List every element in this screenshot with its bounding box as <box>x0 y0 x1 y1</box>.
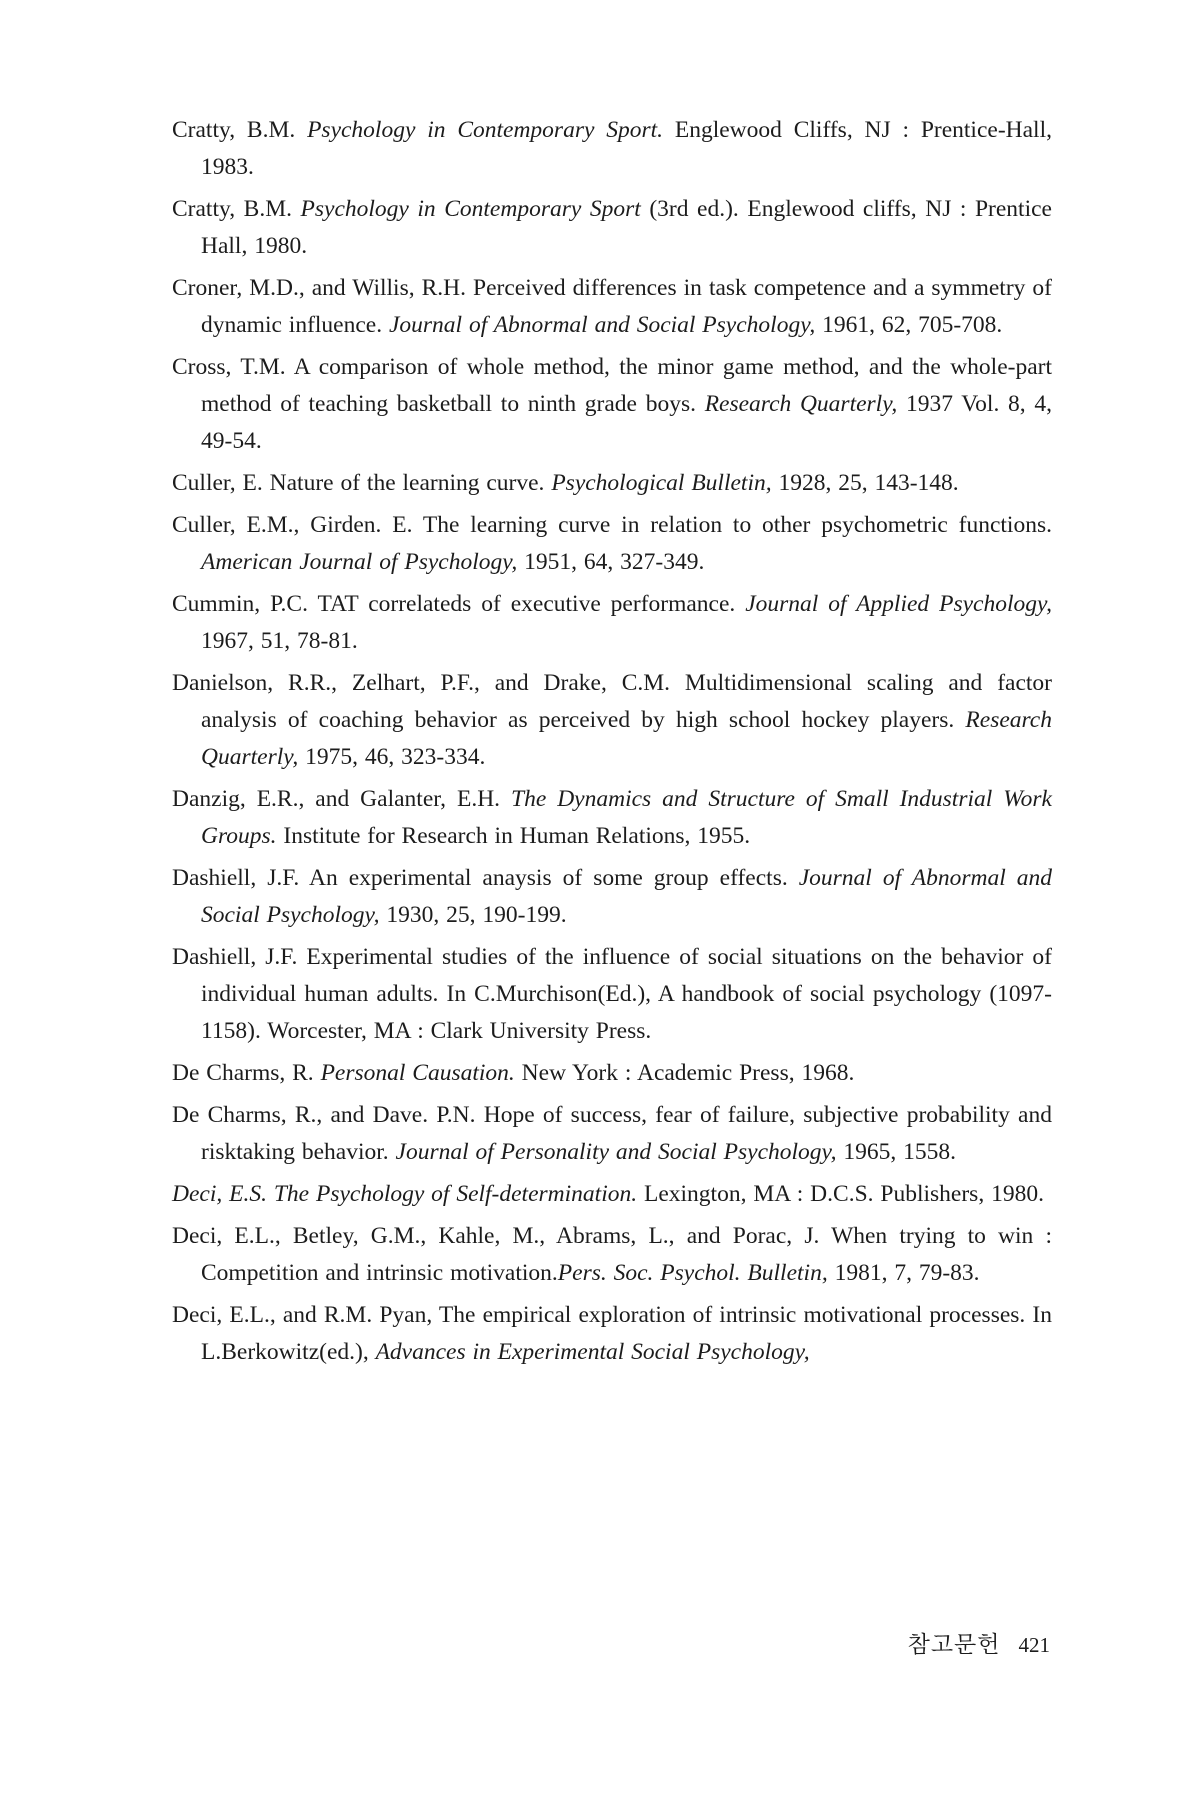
reference-title: Psychology in Contemporary Sport. <box>307 117 664 143</box>
reference-title: Journal of Abnormal and Social Psychology, <box>201 865 1052 928</box>
reference-entry <box>172 191 1052 265</box>
reference-title: Journal of Applied Psychology, <box>745 591 1053 617</box>
reference-text: Danzig, E.R., and Galanter, E.H. <box>172 786 511 812</box>
reference-text: New York : Academic Press, 1968. <box>514 1060 855 1086</box>
reference-text: Cratty, B.M. <box>172 117 308 143</box>
reference-entry <box>172 1297 1052 1371</box>
reference-text: De Charms, R. <box>172 1060 321 1086</box>
reference-title: Advances in Experimental Social Psychology, <box>375 1339 810 1365</box>
reference-title: The Dynamics and Structure of Small Industrial Work Groups. <box>201 786 1052 849</box>
footer-section-label: 참고문헌 <box>907 1632 1001 1658</box>
reference-entry <box>172 665 1052 776</box>
reference-entry <box>172 1176 1052 1213</box>
reference-text: Culler, E.M., Girden. E. The learning curve in relation to other psychometric functions. <box>172 512 1052 538</box>
reference-text: Dashiell, J.F. An experimental anaysis of some group effects. <box>172 865 799 891</box>
reference-text: 1965, 1558. <box>836 1139 957 1165</box>
reference-entry <box>172 1218 1052 1292</box>
reference-title: Research Quarterly, <box>201 707 1052 770</box>
reference-text: Lexington, MA : D.C.S. Publishers, 1980. <box>637 1181 1044 1207</box>
reference-title: Psychology in Contemporary Sport <box>300 196 641 222</box>
reference-title: Research Quarterly, <box>704 391 898 417</box>
reference-text: 1937 Vol. 8, 4, 49-54. <box>201 391 1053 454</box>
reference-text: Cratty, B.M. <box>172 196 301 222</box>
reference-text: Englewood Cliffs, NJ : Prentice-Hall, 1983. <box>201 117 1052 180</box>
reference-text: Cummin, P.C. TAT correlateds of executive performance. <box>172 591 746 617</box>
reference-text: 1951, 64, 327-349. <box>517 549 705 575</box>
reference-list <box>172 112 1052 1376</box>
reference-entry <box>172 349 1052 460</box>
reference-entry <box>172 939 1052 1050</box>
reference-title: Journal of Personality and Social Psychology, <box>395 1139 837 1165</box>
reference-title: Journal of Abnormal and Social Psychology, <box>388 312 816 338</box>
reference-text: 1967, 51, 78-81. <box>201 628 358 654</box>
reference-title: Personal Causation. <box>320 1060 515 1086</box>
page-footer <box>908 1626 1050 1659</box>
reference-text: Dashiell, J.F. Experimental studies of the influence of social situations on the behavior of individual human adults. In C.Murchison(Ed.), A handbook of social psychology (1097-1158). Worcester, MA : Clark University Press. <box>172 944 1052 1044</box>
reference-entry <box>172 112 1052 186</box>
reference-title: Deci, E.S. The Psychology of Self-determination. <box>172 1181 638 1207</box>
reference-text: Cross, T.M. A comparison of whole method, the minor game method, and the whole-part method of teaching basketball to ninth grade boys. <box>172 354 1052 417</box>
reference-text: Croner, M.D., and Willis, R.H. Perceived differences in task competence and a symmetry of dynamic influence. <box>172 275 1052 338</box>
reference-title: Psychological Bulletin, <box>551 470 772 496</box>
reference-title: Pers. Soc. Psychol. Bulletin, <box>557 1260 828 1286</box>
reference-entry <box>172 507 1052 581</box>
reference-text: Culler, E. Nature of the learning curve. <box>172 470 552 496</box>
reference-text: Deci, E.L., and R.M. Pyan, The empirical exploration of intrinsic motivational processes. In L.Berkowitz(ed.), <box>172 1302 1052 1365</box>
reference-text: Institute for Research in Human Relations, 1955. <box>276 823 751 849</box>
reference-text: De Charms, R., and Dave. P.N. Hope of success, fear of failure, subjective probability and risktaking behavior. <box>172 1102 1052 1165</box>
reference-entry <box>172 860 1052 934</box>
reference-text: 1981, 7, 79-83. <box>827 1260 980 1286</box>
reference-title: American Journal of Psychology, <box>201 549 518 575</box>
reference-text: (3rd ed.). Englewood cliffs, NJ : Prentice Hall, 1980. <box>201 196 1052 259</box>
reference-text: 1930, 25, 190-199. <box>379 902 567 928</box>
reference-entry <box>172 465 1052 502</box>
reference-entry <box>172 270 1052 344</box>
reference-entry <box>172 1097 1052 1171</box>
reference-entry <box>172 1055 1052 1092</box>
reference-entry <box>172 781 1052 855</box>
reference-text: 1961, 62, 705-708. <box>815 312 1003 338</box>
reference-text: 1975, 46, 323-334. <box>298 744 486 770</box>
reference-text: 1928, 25, 143-148. <box>771 470 959 496</box>
page-number: 421 <box>1018 1633 1050 1657</box>
reference-text: Deci, E.L., Betley, G.M., Kahle, M., Abrams, L., and Porac, J. When trying to win : Competition and intrinsic motivation. <box>172 1223 1052 1286</box>
reference-text: Danielson, R.R., Zelhart, P.F., and Drake, C.M. Multidimensional scaling and factor analysis of coaching behavior as perceived by high school hockey players. <box>172 670 1052 733</box>
reference-entry <box>172 586 1052 660</box>
